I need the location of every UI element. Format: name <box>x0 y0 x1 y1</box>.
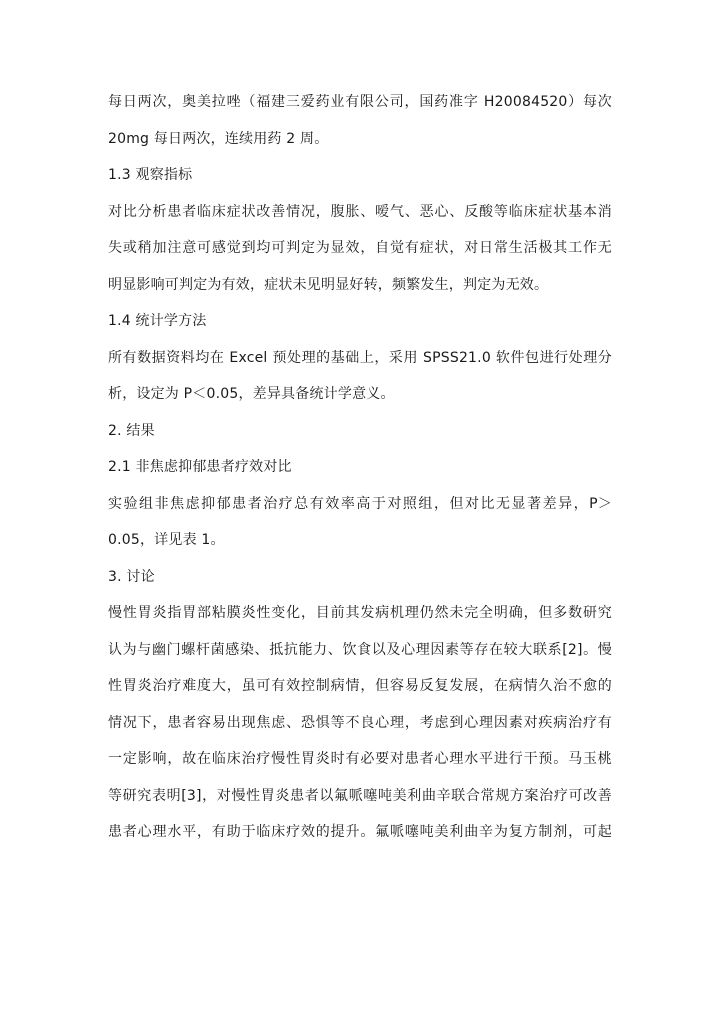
section-heading: 2. 结果 <box>108 422 155 439</box>
document-body <box>108 84 612 851</box>
paragraph-line: 失或稍加注意可感觉到均可判定为显效，自觉有症状，对日常生活极其工作无 <box>108 240 612 256</box>
section-heading: 1.3 观察指标 <box>108 167 193 183</box>
paragraph-line: 析，设定为 P＜0.05，差异具备统计学意义。 <box>108 386 395 402</box>
paragraph-line: 慢性胃炎指胃部粘膜炎性变化，目前其发病机理仍然未完全明确，但多数研究 <box>108 605 612 621</box>
paragraph-line: 对比分析患者临床症状改善情况，腹胀、嗳气、恶心、反酸等临床症状基本消 <box>108 203 612 220</box>
section-heading: 3. 讨论 <box>108 568 155 585</box>
paragraph-line: 所有数据资料均在 Excel 预处理的基础上，采用 SPSS21.0 软件包进行处理分 <box>108 349 612 366</box>
paragraph-line: 实验组非焦虑抑郁患者治疗总有效率高于对照组，但对比无显著差异，P＞ <box>108 495 612 512</box>
paragraph-line: 20mg 每日两次，连续用药 2 周。 <box>108 130 329 147</box>
paragraph-line: 明显影响可判定为有效，症状未见明显好转，频繁发生，判定为无效。 <box>108 276 549 293</box>
section-heading: 2.1 非焦虑抑郁患者疗效对比 <box>108 459 292 475</box>
paragraph-line: 患者心理水平，有助于临床疗效的提升。氟哌噻吨美利曲辛为复方制剂，可起 <box>108 824 612 840</box>
paragraph-line: 一定影响，故在临床治疗慢性胃炎时有必要对患者心理水平进行干预。马玉桃 <box>108 751 612 767</box>
paragraph-line: 等研究表明[3]，对慢性胃炎患者以氟哌噻吨美利曲辛联合常规方案治疗可改善 <box>108 787 612 804</box>
paragraph-line: 性胃炎治疗难度大，虽可有效控制病情，但容易反复发展，在病情久治不愈的 <box>108 678 612 694</box>
paragraph-line: 0.05，详见表 1。 <box>108 532 225 548</box>
section-heading: 1.4 统计学方法 <box>108 313 207 329</box>
paragraph-line: 认为与幽门螺杆菌感染、抵抗能力、饮食以及心理因素等存在较大联系[2]。慢 <box>108 641 612 658</box>
paragraph-line: 情况下，患者容易出现焦虑、恐惧等不良心理，考虑到心理因素对疾病治疗有 <box>108 714 612 731</box>
paragraph-line: 每日两次，奥美拉唑（福建三爱药业有限公司，国药准字 H20084520）每次 <box>108 94 612 110</box>
